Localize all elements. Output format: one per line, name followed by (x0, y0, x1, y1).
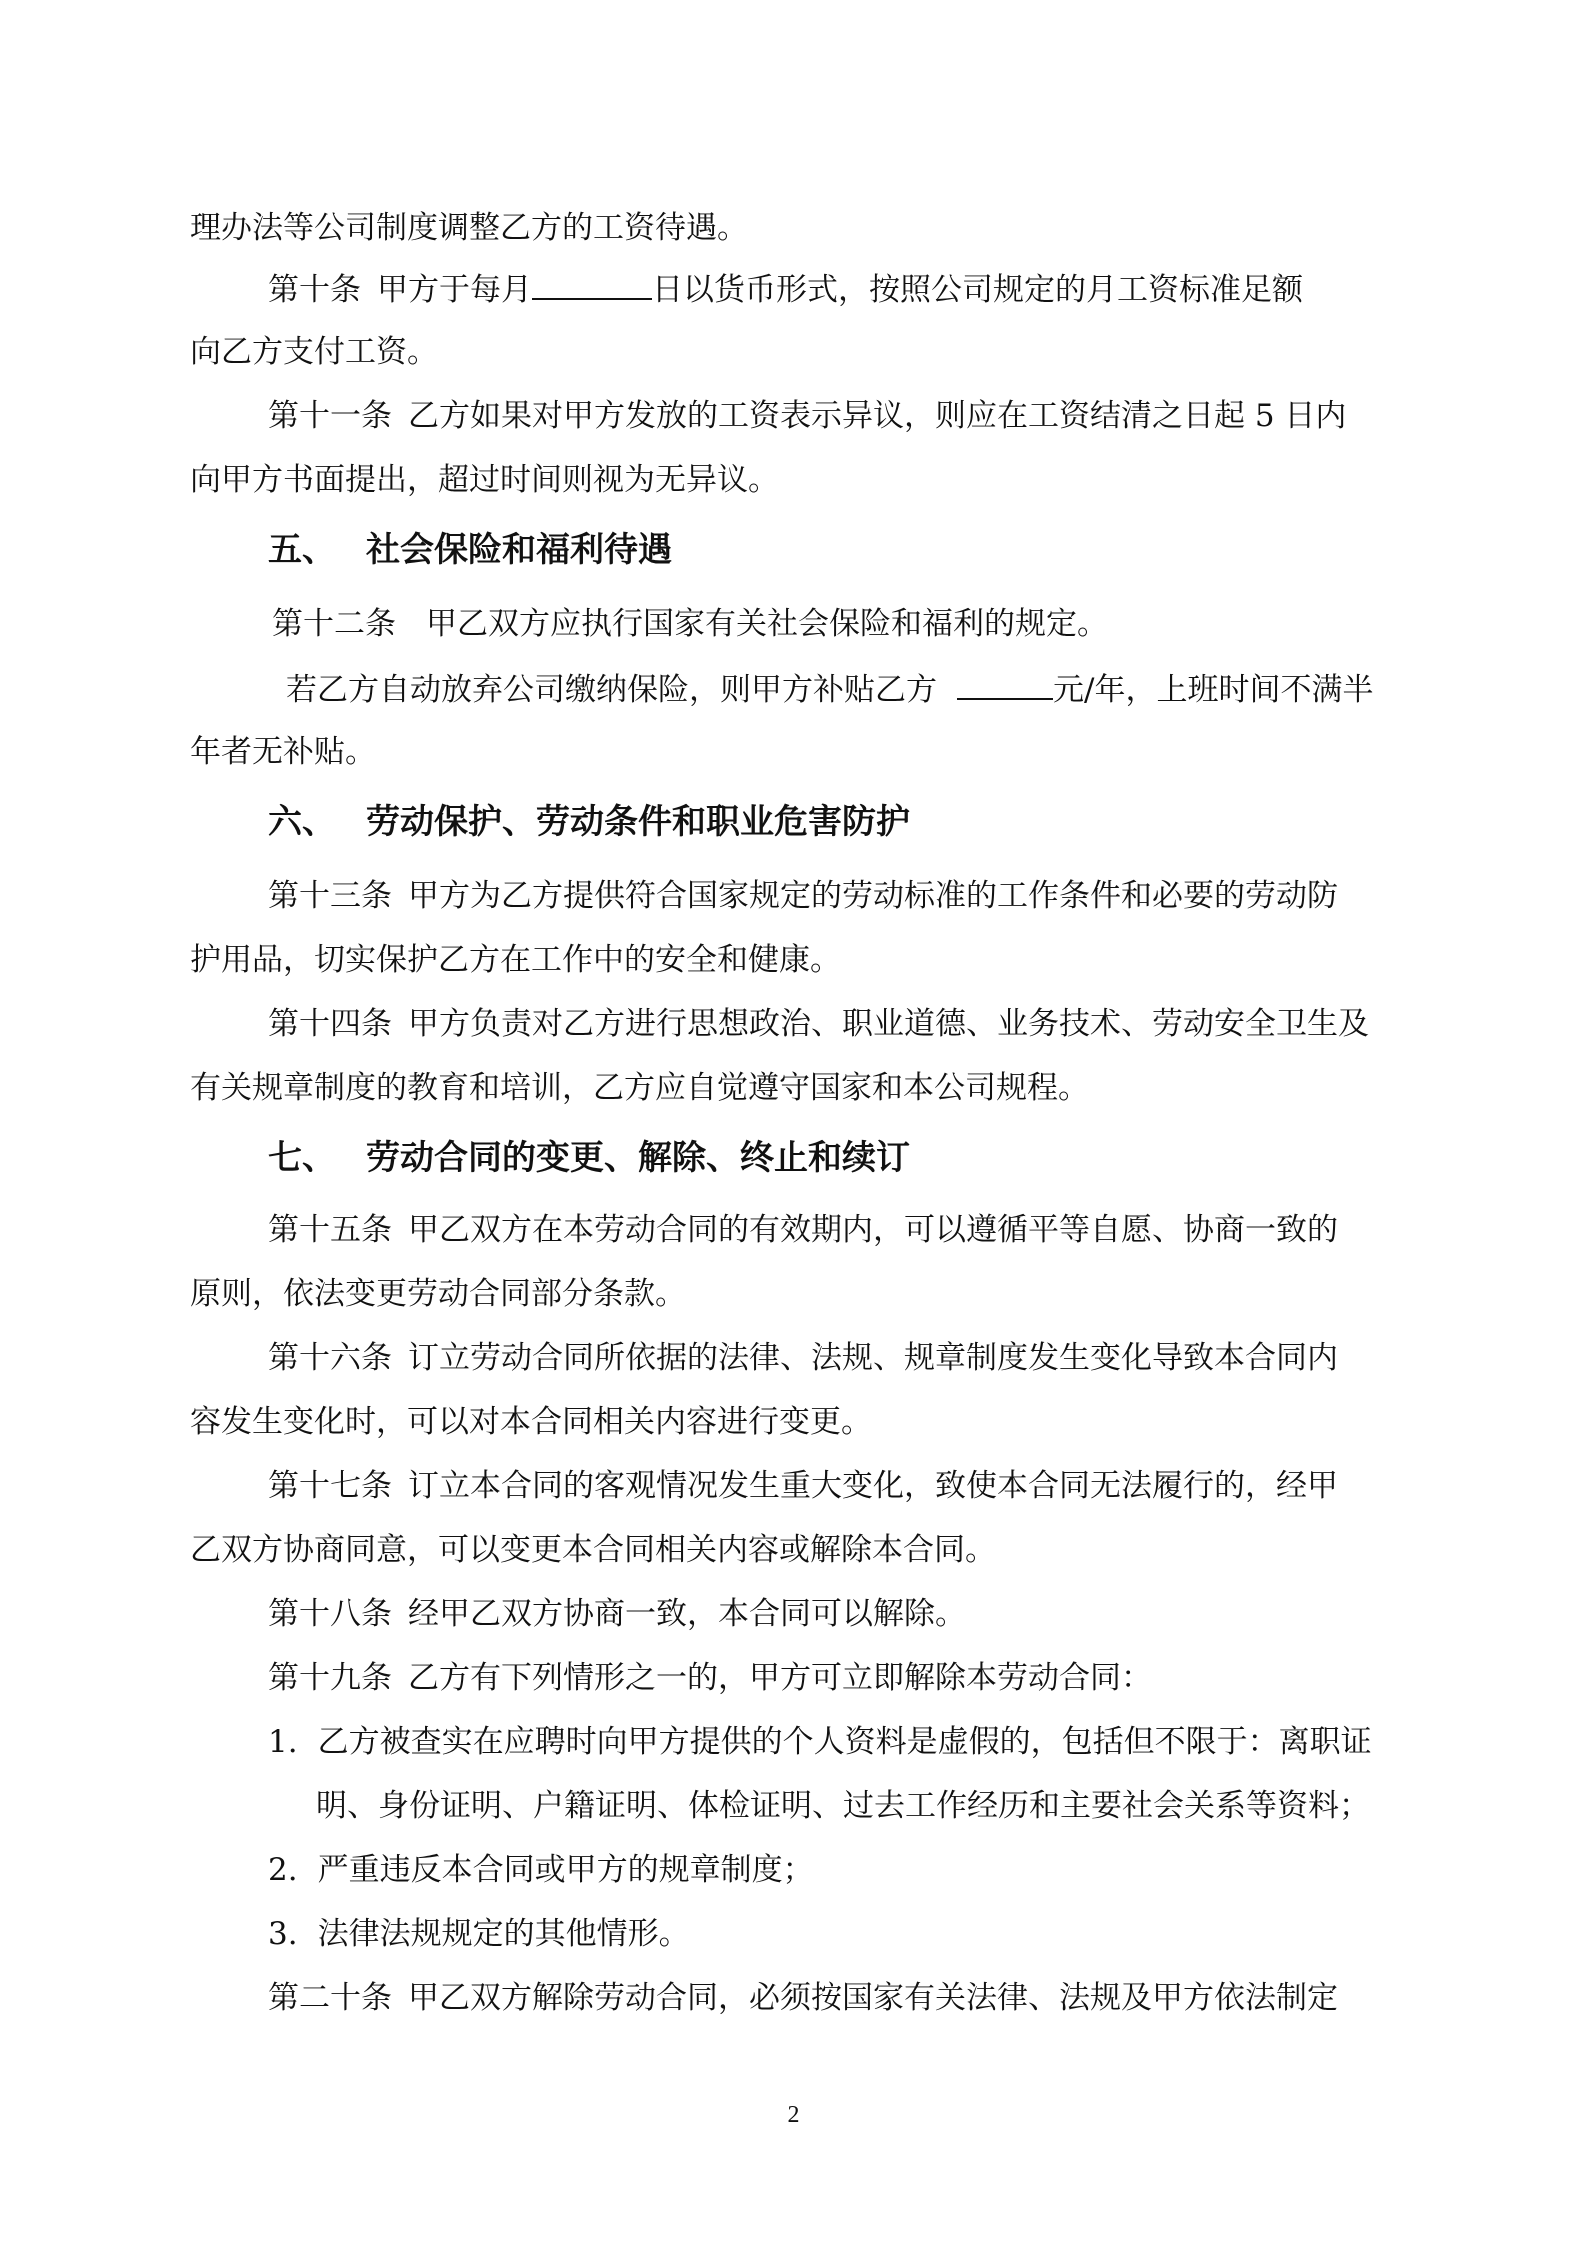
list-number: 1. (268, 1724, 298, 1760)
article-16-cont: 容发生变化时，可以对本合同相关内容进行变更。 (190, 1404, 872, 1440)
article-16: 第十六条 订立劳动合同所依据的法律、法规、规章制度发生变化导致本合同内 (268, 1340, 1338, 1376)
article-14-cont: 有关规章制度的教育和培训，乙方应自觉遵守国家和本公司规程。 (190, 1070, 1089, 1106)
article-label: 第十四条 (268, 1006, 392, 1042)
article-20: 第二十条 甲乙双方解除劳动合同，必须按国家有关法律、法规及甲方依法制定 (268, 1980, 1338, 2016)
list-item: 3. 法律法规规定的其他情形。 (268, 1916, 690, 1952)
article-13: 第十三条 甲方为乙方提供符合国家规定的劳动标准的工作条件和必要的劳动防 (268, 878, 1338, 914)
article-12: 第十二条 甲乙双方应执行国家有关社会保险和福利的规定。 (272, 606, 1108, 642)
article-label: 第十六条 (268, 1340, 392, 1376)
article-label: 第十五条 (268, 1212, 392, 1248)
list-number: 2. (268, 1852, 298, 1888)
paragraph-continuation: 理办法等公司制度调整乙方的工资待遇。 (190, 210, 748, 246)
list-item-cont: 明、身份证明、户籍证明、体检证明、过去工作经历和主要社会关系等资料； (316, 1788, 1370, 1824)
section-6-heading: 六、 劳动保护、劳动条件和职业危害防护 (268, 802, 910, 842)
article-18: 第十八条 经甲乙双方协商一致，本合同可以解除。 (268, 1596, 966, 1632)
article-12-insurance: 若乙方自动放弃公司缴纳保险，则甲方补贴乙方 元/年，上班时间不满半 (286, 668, 1373, 710)
article-label: 第十三条 (268, 878, 392, 914)
article-label: 第十条 (268, 272, 361, 308)
article-15-cont: 原则，依法变更劳动合同部分条款。 (190, 1276, 686, 1312)
article-11-cont: 向甲方书面提出，超过时间则视为无异议。 (190, 462, 779, 498)
subsidy-blank (957, 668, 1053, 700)
article-10-cont: 向乙方支付工资。 (190, 334, 438, 370)
list-number: 3. (268, 1916, 298, 1952)
article-19: 第十九条 乙方有下列情形之一的，甲方可立即解除本劳动合同： (268, 1660, 1152, 1696)
article-label: 第十八条 (268, 1596, 392, 1632)
article-label: 第十九条 (268, 1660, 392, 1696)
article-15: 第十五条 甲乙双方在本劳动合同的有效期内，可以遵循平等自愿、协商一致的 (268, 1212, 1338, 1248)
article-14: 第十四条 甲方负责对乙方进行思想政治、职业道德、业务技术、劳动安全卫生及 (268, 1006, 1369, 1042)
day-blank (532, 268, 652, 300)
article-17-cont: 乙双方协商同意，可以变更本合同相关内容或解除本合同。 (190, 1532, 996, 1568)
article-label: 第十一条 (268, 398, 392, 434)
section-5-heading: 五、 社会保险和福利待遇 (268, 530, 672, 570)
list-item: 1. 乙方被查实在应聘时向甲方提供的个人资料是虚假的，包括但不限于：离职证 (268, 1724, 1372, 1760)
article-12-cont: 年者无补贴。 (190, 734, 376, 770)
page-number: 2 (787, 2102, 800, 2128)
article-label: 第二十条 (268, 1980, 392, 2016)
article-17: 第十七条 订立本合同的客观情况发生重大变化，致使本合同无法履行的，经甲 (268, 1468, 1338, 1504)
article-13-cont: 护用品，切实保护乙方在工作中的安全和健康。 (190, 942, 841, 978)
article-label: 第十七条 (268, 1468, 392, 1504)
section-7-heading: 七、 劳动合同的变更、解除、终止和续订 (268, 1138, 910, 1178)
article-11: 第十一条 乙方如果对甲方发放的工资表示异议，则应在工资结清之日起 5 日内 (268, 398, 1347, 434)
article-10: 第十条 甲方于每月 日以货币形式，按照公司规定的月工资标准足额 (268, 268, 1303, 310)
article-label: 第十二条 (272, 606, 396, 642)
list-item: 2. 严重违反本合同或甲方的规章制度； (268, 1852, 814, 1888)
